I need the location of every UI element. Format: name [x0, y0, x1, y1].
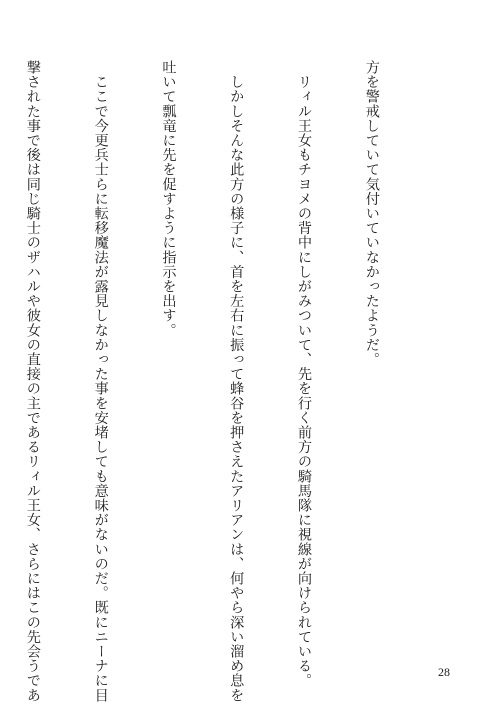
text-line: 吐いて瓢竜に先を促すように指示を出す。 — [160, 60, 177, 338]
text-line: ここで今更兵士らに転移魔法が露見しなかった事を安堵しても意味がないのだ。既にニーナに目 — [92, 60, 109, 703]
text-line: しかしそんな此方の様子に、首を左右に振って蜂谷を押さえたアリアンは、何やら深い溜め息を — [228, 60, 245, 703]
page-number: 28 — [438, 665, 450, 679]
text-line: 撃された事で後は同じ騎士のザハルや彼女の直接の主であるリィル王女、さらにはこの先会うであ — [24, 60, 41, 703]
body-text — [0, 60, 428, 703]
text-line: リィル王女もチヨメの背中にしがみついて、先を行く前方の騎馬隊に視線が向けられている。 — [296, 60, 313, 688]
text-line: 方を警戒していて気付いていなかったようだ。 — [363, 60, 380, 367]
